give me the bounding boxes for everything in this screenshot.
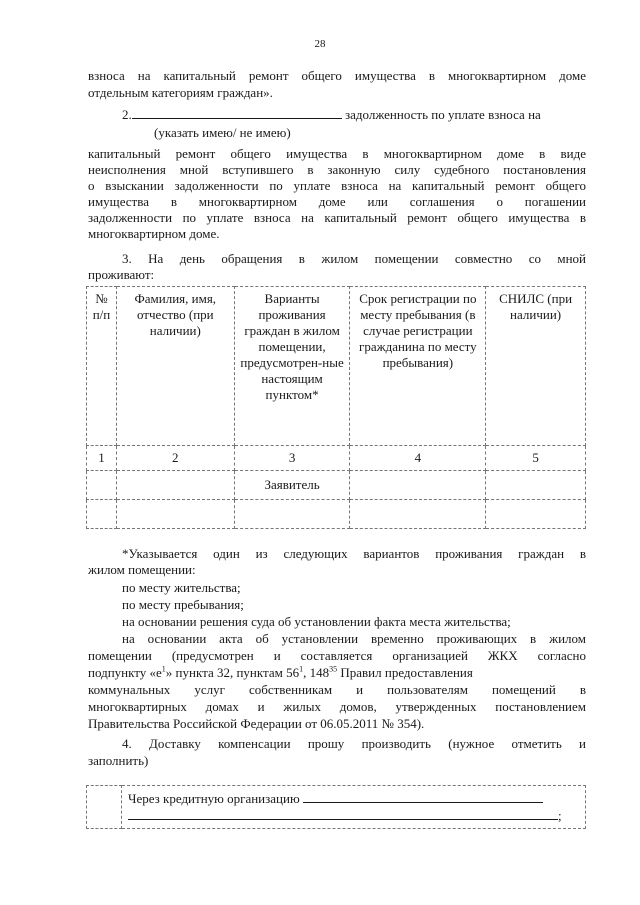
header-number: № п/п bbox=[87, 287, 117, 446]
paragraph-2-line-2: неисполнения мной вступившего в законную силу судебного постановления bbox=[88, 162, 586, 177]
delivery-option-checkbox[interactable] bbox=[87, 786, 122, 829]
table-header-row bbox=[87, 287, 586, 446]
credit-org-name-blank[interactable] bbox=[303, 790, 543, 803]
option-act-line-2: помещении (предусмотрен и составляется организацией ЖКХ согласно bbox=[88, 648, 586, 663]
column-number: 1 bbox=[87, 446, 117, 471]
table-cell[interactable] bbox=[486, 471, 586, 500]
paragraph-2-line-5: задолженности по уплате взноса на капитальный ремонт общего имущества в bbox=[88, 210, 586, 225]
option-place-of-stay: по месту пребывания; bbox=[122, 597, 244, 612]
footnote-line-1: *Указывается один из следующих вариантов проживания граждан в bbox=[122, 546, 586, 561]
paragraph-3-line-1: 3. На день обращения в жилом помещении совместно со мной bbox=[122, 251, 586, 266]
applicant-cell: Заявитель bbox=[234, 471, 350, 500]
option-act-line-1: на основании акта об установлении временно проживающих в жилом bbox=[122, 631, 586, 646]
text-segment: , 148 bbox=[303, 665, 330, 680]
table-row bbox=[87, 471, 586, 500]
column-number: 4 bbox=[350, 446, 486, 471]
line-end-semicolon: ; bbox=[558, 808, 562, 823]
superscript: 35 bbox=[329, 664, 338, 674]
paragraph-2-number: 2. bbox=[122, 107, 132, 122]
credit-org-second-line bbox=[128, 807, 579, 824]
table-cell[interactable] bbox=[486, 500, 586, 529]
header-registration-term: Срок регистрации по месту пребывания (в случае регистрации гражданина по месту пребывания) bbox=[350, 287, 486, 446]
column-number: 2 bbox=[116, 446, 234, 471]
table-cell[interactable] bbox=[234, 500, 350, 529]
paragraph-4-line-2: заполнить) bbox=[88, 753, 149, 768]
option-place-of-residence: по месту жительства; bbox=[122, 580, 241, 595]
text-segment: » пункта 32, пунктам 56 bbox=[165, 665, 300, 680]
option-act-line-5: многоквартирных домах и жилых домов, утвержденных постановлением bbox=[88, 699, 586, 714]
header-full-name: Фамилия, имя, отчество (при наличии) bbox=[116, 287, 234, 446]
column-number: 3 bbox=[234, 446, 350, 471]
delivery-option-row bbox=[87, 786, 586, 829]
credit-org-line bbox=[128, 790, 579, 807]
delivery-method-table bbox=[86, 785, 586, 829]
paragraph-1-line-1: взноса на капитальный ремонт общего имущества в многоквартирном доме bbox=[88, 68, 586, 83]
debt-status-hint: (указать имею/ не имею) bbox=[154, 125, 291, 140]
table-cell[interactable] bbox=[87, 471, 117, 500]
page-number: 28 bbox=[314, 38, 326, 50]
superscript: 1 bbox=[161, 664, 166, 674]
debt-status-blank[interactable] bbox=[132, 106, 342, 119]
paragraph-2-first-line bbox=[122, 106, 586, 122]
superscript: 1 bbox=[299, 664, 304, 674]
table-cell[interactable] bbox=[116, 471, 234, 500]
header-snils: СНИЛС (при наличии) bbox=[486, 287, 586, 446]
paragraph-2-line-4: имущества в многоквартирном доме или соглашения о погашении bbox=[88, 194, 586, 209]
header-residence-type: Варианты проживания граждан в жилом помещении, предусмотрен-ные настоящим пунктом* bbox=[234, 287, 350, 446]
table-cell[interactable] bbox=[87, 500, 117, 529]
option-act-line-6: Правительства Российской Федерации от 06.05.2011 № 354). bbox=[88, 716, 425, 731]
paragraph-2-after-blank: задолженность по уплате взноса на bbox=[345, 107, 541, 122]
paragraph-4-line-1: 4. Доставку компенсации прошу производить (нужное отметить и bbox=[122, 736, 586, 751]
delivery-option-cell bbox=[122, 786, 586, 829]
table-cell[interactable] bbox=[350, 471, 486, 500]
residents-table bbox=[86, 286, 586, 529]
paragraph-1-line-2: отдельным категориям граждан». bbox=[88, 85, 273, 100]
option-court-decision: на основании решения суда об установлении факта места жительства; bbox=[122, 614, 511, 629]
column-number: 5 bbox=[486, 446, 586, 471]
table-cell[interactable] bbox=[350, 500, 486, 529]
table-cell[interactable] bbox=[116, 500, 234, 529]
table-row bbox=[87, 500, 586, 529]
text-segment: подпункту «е bbox=[88, 665, 162, 680]
paragraph-2-line-6: многоквартирном доме. bbox=[88, 226, 220, 241]
credit-org-details-blank[interactable] bbox=[128, 807, 558, 820]
table-column-numbers bbox=[87, 446, 586, 471]
text-segment: Правил предоставления bbox=[337, 665, 473, 680]
option-act-line-3 bbox=[88, 665, 586, 680]
paragraph-2-line-3: о взыскании задолженности по уплате взноса на капитальный ремонт общего bbox=[88, 178, 586, 193]
paragraph-2-line-1: капитальный ремонт общего имущества в многоквартирном доме в виде bbox=[88, 146, 586, 161]
paragraph-3-line-2: проживают: bbox=[88, 267, 155, 282]
credit-org-label: Через кредитную организацию bbox=[128, 791, 300, 806]
option-act-line-4: коммунальных услуг собственникам и пользователям помещений в bbox=[88, 682, 586, 697]
footnote-line-2: жилом помещении: bbox=[88, 562, 196, 577]
